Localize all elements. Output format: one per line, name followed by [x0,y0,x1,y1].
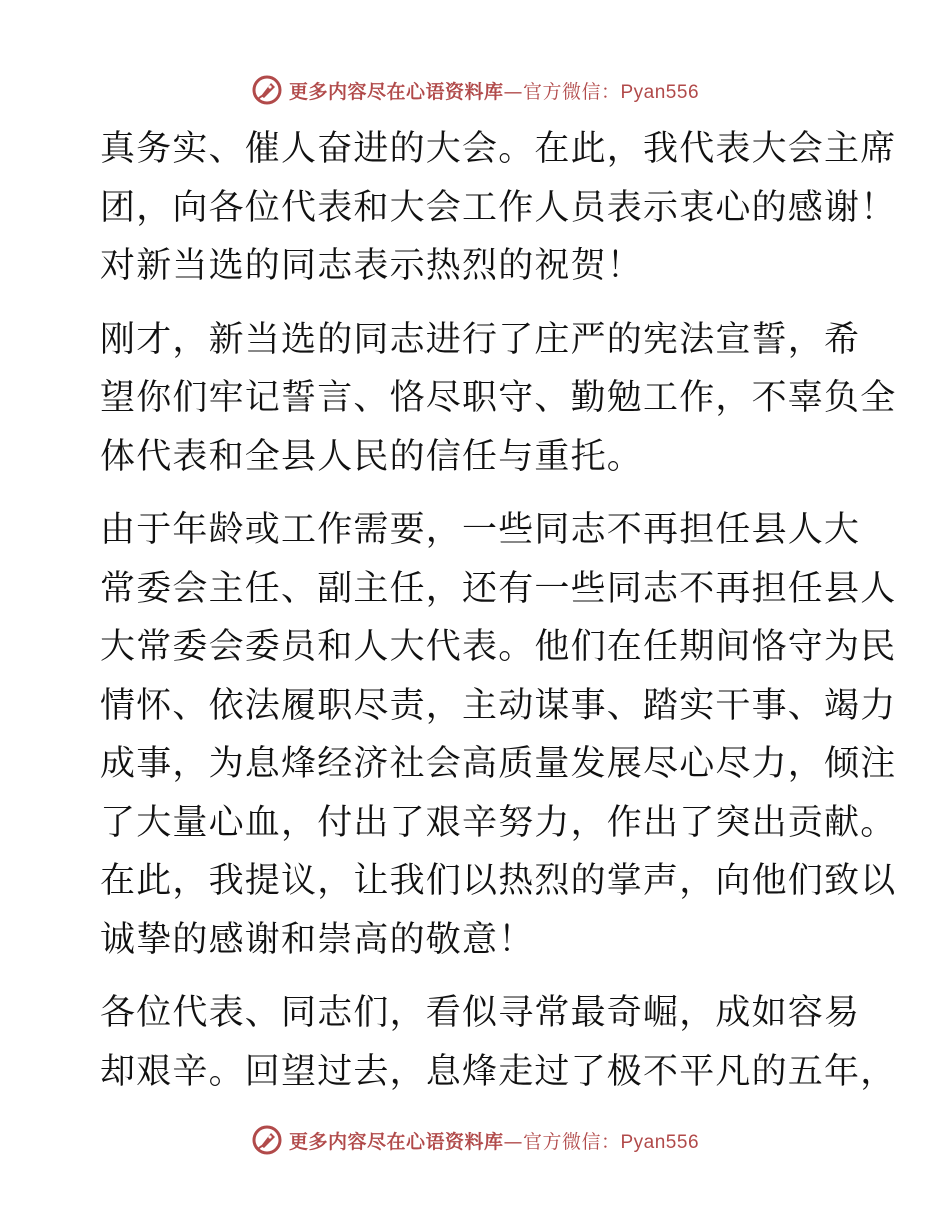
text-line: 常委会主任、副主任，还有一些同志不再担任县人 [100,568,897,609]
text-line: 情怀、依法履职尽责，主动谋事、踏实干事、竭力 [100,685,897,726]
text-line: 成事，为息烽经济社会高质量发展尽心尽力，倾注 [100,744,897,784]
watermark-main: 更多内容尽在心语资料库 [288,80,504,103]
text-line: 团，向各位代表和大会工作人员表示衷心的感谢！ [100,187,897,228]
watermark-dash: — [503,1130,523,1153]
text-line: 刚才，新当选的同志进行了庄严的宪法宣誓，希 [100,319,861,360]
text-line: 了大量心血，付出了艰辛努力，作出了突出贡献。 [100,802,897,843]
text-line: 诚挚的感谢和崇高的敬意！ [100,919,535,960]
text-line: 由于年龄或工作需要，一些同志不再担任县人大 [100,510,861,550]
watermark-wechat-label: 官方微信： [522,1130,621,1153]
watermark-wechat-id: Pyan556 [620,1131,700,1153]
watermark-main: 更多内容尽在心语资料库 [288,1130,504,1153]
text-line: 体代表和全县人民的信任与重托。 [100,436,644,477]
text-line: 大常委会委员和人大代表。他们在任期间恪守为民 [100,627,897,667]
paragraph-3 [100,501,897,969]
header-watermark [0,70,950,110]
footer-watermark [0,1120,950,1160]
text-line: 在此，我提议，让我们以热烈的掌声，向他们致以 [100,861,897,901]
paragraph-4 [100,984,897,1101]
text-line: 望你们牢记誓言、恪尽职守、勤勉工作，不辜负全 [100,378,897,418]
text-line: 真务实、催人奋进的大会。在此，我代表大会主席 [100,129,897,169]
watermark-text [289,77,699,104]
text-line: 却艰辛。回望过去，息烽走过了极不平凡的五年， [100,1051,897,1092]
document-body [100,120,897,1116]
pen-nib-logo-icon [251,74,283,106]
watermark-dash: — [503,80,523,103]
text-line: 对新当选的同志表示热烈的祝贺！ [100,246,644,286]
paragraph-1 [100,120,897,296]
paragraph-2 [100,311,897,487]
text-line: 各位代表、同志们，看似寻常最奇崛，成如容易 [100,993,861,1033]
watermark-wechat-label: 官方微信： [522,80,621,103]
watermark-text [289,1127,699,1154]
pen-nib-logo-icon [251,1124,283,1156]
watermark-wechat-id: Pyan556 [620,81,700,103]
